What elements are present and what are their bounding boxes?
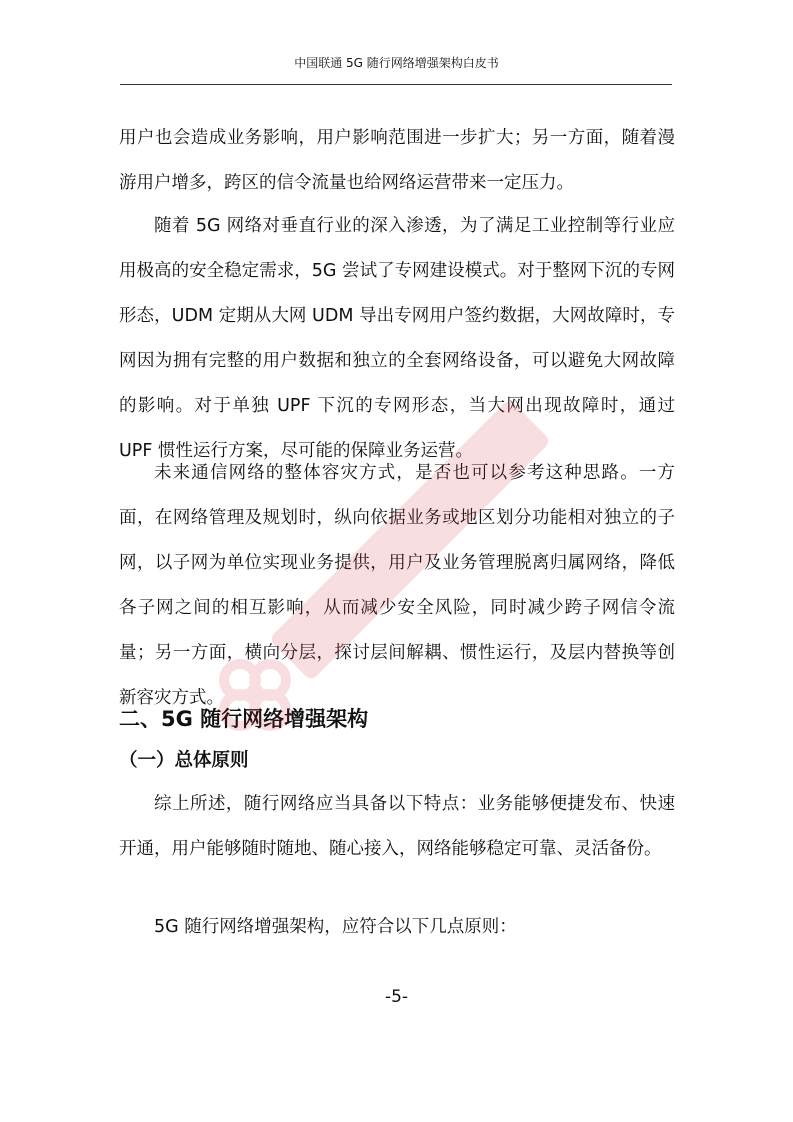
paragraph-4: 综上所述，随行网络应当具备以下特点：业务能够便捷发布、快速开通，用户能够随时随地、随心接入，网络能够稳定可靠、灵活备份。 — [119, 794, 675, 859]
paragraph-3: 未来通信网络的整体容灾方式，是否也可以参考这种思路。一方面，在网络管理及规划时，纵向依据业务或地区划分功能相对独立的子网，以子网为单位实现业务提供，用户及业务管理脱离归属网络，降低各子网之间的相互影响，从而减少安全风险，同时减少跨子网信令流量；另一方面，横向分层，探讨层间解耦、惯性运行，及层内替换等创新容灾方式。 — [119, 463, 675, 708]
header-divider — [120, 84, 672, 85]
page-number: -5- — [384, 987, 409, 1007]
paragraph-1: 用户也会造成业务影响，用户影响范围进一步扩大；另一方面，随着漫游用户增多，跨区的信令流量也给网络运营带来一定压力。 — [119, 128, 675, 193]
paragraph-2: 随着 5G 网络对垂直行业的深入渗透，为了满足工业控制等行业应用极高的安全稳定需求，5G 尝试了专网建设模式。对于整网下沉的专网形态，UDM 定期从大网 UDM 导出专网用户签约数据，大网故障时，专网因为拥有完整的用户数据和独立的全套网络设备，可以避免大网故障的影响。对于单独 UPF 下沉的专网形态，当大网出现故障时，通过 UPF 惯性运行方案，尽可能的保障业务运营。 — [119, 216, 675, 461]
subsection-heading: （一）总体原则 — [119, 750, 249, 771]
section-heading: 二、5G 随行网络增强架构 — [119, 707, 369, 731]
paragraph-5: 5G 随行网络增强架构，应符合以下几点原则： — [154, 917, 517, 937]
running-header: 中国联通 5G 随行网络增强架构白皮书 — [294, 56, 499, 70]
